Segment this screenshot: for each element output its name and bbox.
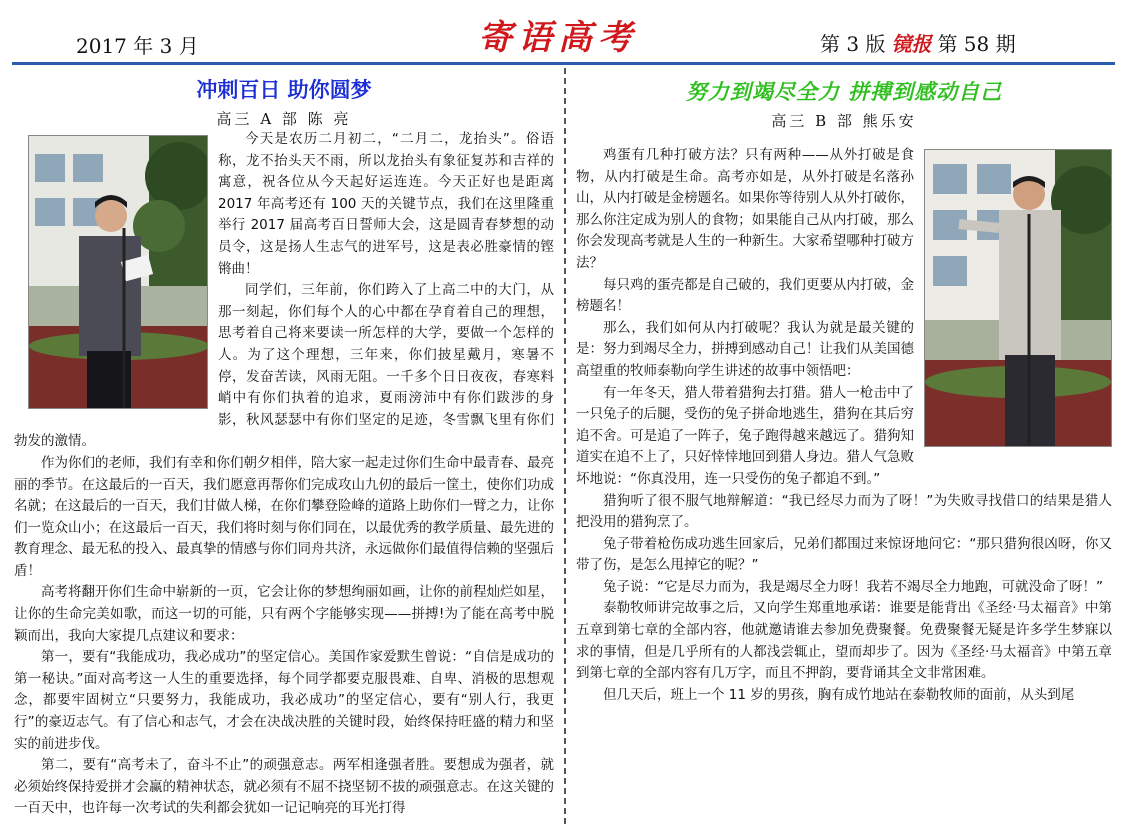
left-paragraph: 同学们，三年前，你们跨入了上高二中的大门，从那一刻起，你们每个人的心中都在孕育着自己的理想，思考着自己将来要读一所怎样的大学，要做一个怎样的人。为了这个理想，三年来，你们披星戴月，寒暑不停，发奋苦读，风雨无阻。一千多个日日夜夜，春寒料峭中有你们执着的追求，夏雨滂沛中有你们跋涉的身影，秋风瑟瑟中有你们坚定的足迹，冬雪飘飞里有你们勃发的激情。 xyxy=(14,282,554,450)
right-article xyxy=(576,68,1112,824)
right-paragraph: 有一年冬天，猎人带着猎狗去打猎。猎人一枪击中了一只兔子的后腿，受伤的兔子拼命地逃生，猎狗在其后穷追不舍。可是追了一阵子，兔子跑得越来越远了。猎狗知道实在追不上了，只好悻悻地回到猎人身边。猎人气急败坏地说：“你真没用，连一只受伤的兔子都追不到。” xyxy=(576,384,914,487)
left-paragraph: 第二，要有“高考未了，奋斗不止”的顽强意志。两军相逢强者胜。要想成为强者，就必须始终保持爱拼才会赢的精神状态，就必须有不屈不挠坚韧不拔的顽强意志。在这关键的一百天中，也许每一次考试的失利都会犹如一记记响亮的耳光打得 xyxy=(14,757,554,817)
issue-info xyxy=(820,28,1016,57)
right-article-body xyxy=(576,145,1112,706)
issue-date: 2017 年 3 月 xyxy=(76,34,199,58)
right-article-byline: 高三 B 部 熊乐安 xyxy=(771,112,917,130)
header-rule xyxy=(12,62,1115,65)
brand-logo: 镜报 xyxy=(891,32,932,56)
right-paragraph: 每只鸡的蛋壳都是自己破的，我们更要从内打破，金榜题名！ xyxy=(576,276,914,315)
left-paragraph: 高考将翻开你们生命中崭新的一页，它会让你的梦想绚丽如画，让你的前程灿烂如星，让你的生命完美如歌，而这一切的可能，只有两个字能够实现——拼搏!为了能在高考中脱颖而出，我向大家提几点建议和要求： xyxy=(14,584,554,644)
right-paragraph: 那么，我们如何从内打破呢？我认为就是最关键的是：努力到竭尽全力，拼搏到感动自己！让我们从美国德高望重的牧师泰勒向学生讲述的故事中领悟吧： xyxy=(576,319,914,379)
left-paragraph: 作为你们的老师，我们有幸和你们朝夕相伴，陪大家一起走过你们生命中最青春、最亮丽的季节。在这最后的一百天，我们愿意再帮你们完成攻山九仞的最后一筐土，使你们功成名就；在这最后的一百天，我们甘做人梯，在你们攀登险峰的道路上助你们一臂之力，让你们一览众山小；在这最后一百天，我们将时刻与你们同在，以最优秀的教学质量、最先进的教育理念、最无私的投入、最真挚的情感与你们同舟共济，永远做你们最值得信赖的坚强后盾！ xyxy=(14,454,554,579)
right-paragraph: 鸡蛋有几种打破方法？只有两种——从外打破是食物，从内打破是生命。高考亦如是，从外打破是名落孙山，从内打破是金榜题名。如果你等待别人从外打破你，那么你注定成为别人的食物；如果能自己从内打破，那么你会发现高考就是人生的一种新生。大家希望哪种打破方法？ xyxy=(576,147,914,271)
left-article-title: 冲刺百日 助你圆梦 xyxy=(196,77,372,102)
left-article xyxy=(14,68,554,824)
left-paragraph: 第一，要有“我能成功，我必成功”的坚定信心。美国作家爱默生曾说：“自信是成功的第一秘诀。”面对高考这一人生的重要选择，每个同学都要克服畏难、自卑、消极的思想观念，都要牢固树立“只要努力，我能成功，我必成功”的坚定信心，要有“别人行，我更行”的豪迈志气。有了信心和志气，才会在决战决胜的关键时段，始终保持旺盛的精力和坚实的前进步伐。 xyxy=(14,649,554,752)
newspaper-header xyxy=(0,0,1125,66)
right-article-title: 努力到竭尽全力 拼搏到感动自己 xyxy=(685,79,1003,104)
left-paragraph: 今天是农历二月初二，“二月二，龙抬头”。俗语称，龙不抬头天不雨，所以龙抬头有象征复苏和吉祥的寓意，祝各位从今天起好运连连。今天正好也是距离 2017 年高考还有 100 天的关键节点，我们在这里隆重举行 2017 届高考百日誓师大会，这是圆青春梦想的动员令，这是扬人生志气的进军号，这是表必胜豪情的铿锵曲！ xyxy=(218,131,554,277)
speaker-photo-right xyxy=(924,149,1112,447)
right-paragraph: 兔子带着枪伤成功逃生回家后，兄弟们都围过来惊讶地问它：“那只猎狗很凶呀，你又带了伤，是怎么甩掉它的呢？” xyxy=(576,535,1112,574)
page-number: 第 3 版 xyxy=(820,32,886,56)
column-divider xyxy=(564,68,566,824)
speaker-photo-left xyxy=(28,135,208,409)
right-paragraph: 泰勒牧师讲完故事之后，又向学生郑重地承诺：谁要是能背出《圣经·马太福音》中第五章到第七章的全部内容，他就邀请谁去参加免费聚餐。免费聚餐无疑是许多学生梦寐以求的事情，但是几乎所有的人都浅尝辄止，望而却步了。因为《圣经·马太福音》中第五章到第七章的全部内容有几万字，而且不押韵，要背诵其全文非常困难。 xyxy=(576,600,1112,682)
right-paragraph: 猎狗听了很不服气地辩解道：“我已经尽力而为了呀！”为失败寻找借口的结果是猎人把没用的猎狗烹了。 xyxy=(576,492,1112,531)
left-article-body xyxy=(14,129,554,820)
masthead-title: 寄语高考 xyxy=(478,18,638,58)
right-paragraph: 但几天后，班上一个 11 岁的男孩，胸有成竹地站在泰勒牧师的面前，从头到尾 xyxy=(603,686,1075,703)
issue-number: 第 58 期 xyxy=(937,32,1016,56)
left-article-byline: 高三 A 部 陈 亮 xyxy=(216,110,352,128)
right-paragraph: 兔子说：“它是尽力而为，我是竭尽全力呀！我若不竭尽全力地跑，可就没命了呀！” xyxy=(603,578,1103,595)
